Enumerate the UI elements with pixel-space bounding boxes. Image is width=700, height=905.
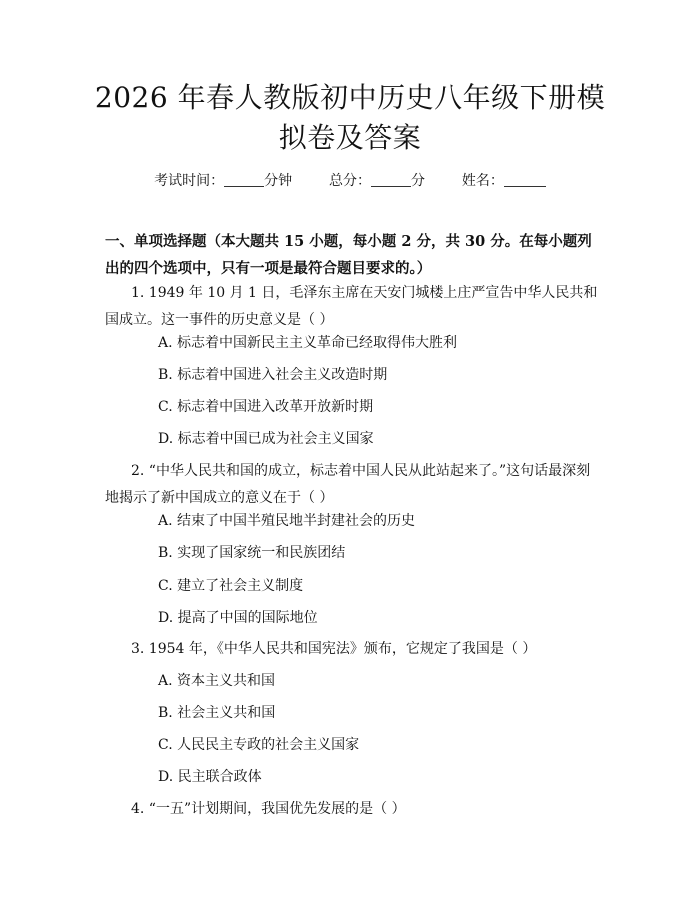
- exam-info-line: [0, 170, 700, 190]
- total-score-label: 总分：: [329, 173, 371, 189]
- question-3-option-d: D. 民主联合政体: [158, 769, 262, 785]
- student-name-blank: [504, 186, 546, 187]
- question-2-option-d: D. 提高了中国的国际地位: [158, 610, 318, 626]
- question-2-stem: 2. “中华人民共和国的成立，标志着中国人民从此站起来了。”这句话最深刻地揭示了新中国成立的意义在于（ ）: [105, 463, 591, 506]
- exam-time-label: 考试时间：: [154, 173, 225, 189]
- question-1-stem: 1. 1949 年 10 月 1 日，毛泽东主席在天安门城楼上庄严宣告中华人民共和国成立。这一事件的历史意义是（ ）: [105, 285, 598, 328]
- question-2-option-b: B. 实现了国家统一和民族团结: [158, 545, 346, 561]
- question-1-option-b: B. 标志着中国进入社会主义改造时期: [158, 367, 388, 383]
- exam-time-blank: [224, 186, 264, 187]
- question-3-option-a: A. 资本主义共和国: [158, 673, 276, 689]
- page-title: 2026 年春人教版初中历史八年级下册模拟卷及答案: [94, 81, 606, 154]
- question-1-option-d: D. 标志着中国已成为社会主义国家: [158, 431, 374, 447]
- question-3-option-b: B. 社会主义共和国: [158, 705, 276, 721]
- exam-time-unit: 分钟: [264, 173, 293, 189]
- question-1-option-c: C. 标志着中国进入改革开放新时期: [158, 399, 374, 415]
- question-1-option-a: A. 标志着中国新民主主义革命已经取得伟大胜利: [158, 335, 458, 351]
- question-4-stem: 4. “一五”计划期间，我国优先发展的是（ ）: [131, 801, 406, 817]
- total-score-unit: 分: [411, 173, 425, 189]
- student-name-label: 姓名：: [461, 173, 504, 189]
- question-3-option-c: C. 人民民主专政的社会主义国家: [158, 737, 360, 753]
- total-score-blank: [371, 186, 411, 187]
- question-3-stem: 3. 1954 年，《中华人民共和国宪法》颁布，它规定了我国是（ ）: [131, 641, 537, 657]
- question-2-option-c: C. 建立了社会主义制度: [158, 578, 304, 594]
- question-2-option-a: A. 结束了中国半殖民地半封建社会的历史: [158, 513, 416, 529]
- section-heading: 一、单项选择题（本大题共 15 小题，每小题 2 分，共 30 分。在每小题列出的四个选项中，只有一项是最符合题目要求的。）: [105, 233, 592, 277]
